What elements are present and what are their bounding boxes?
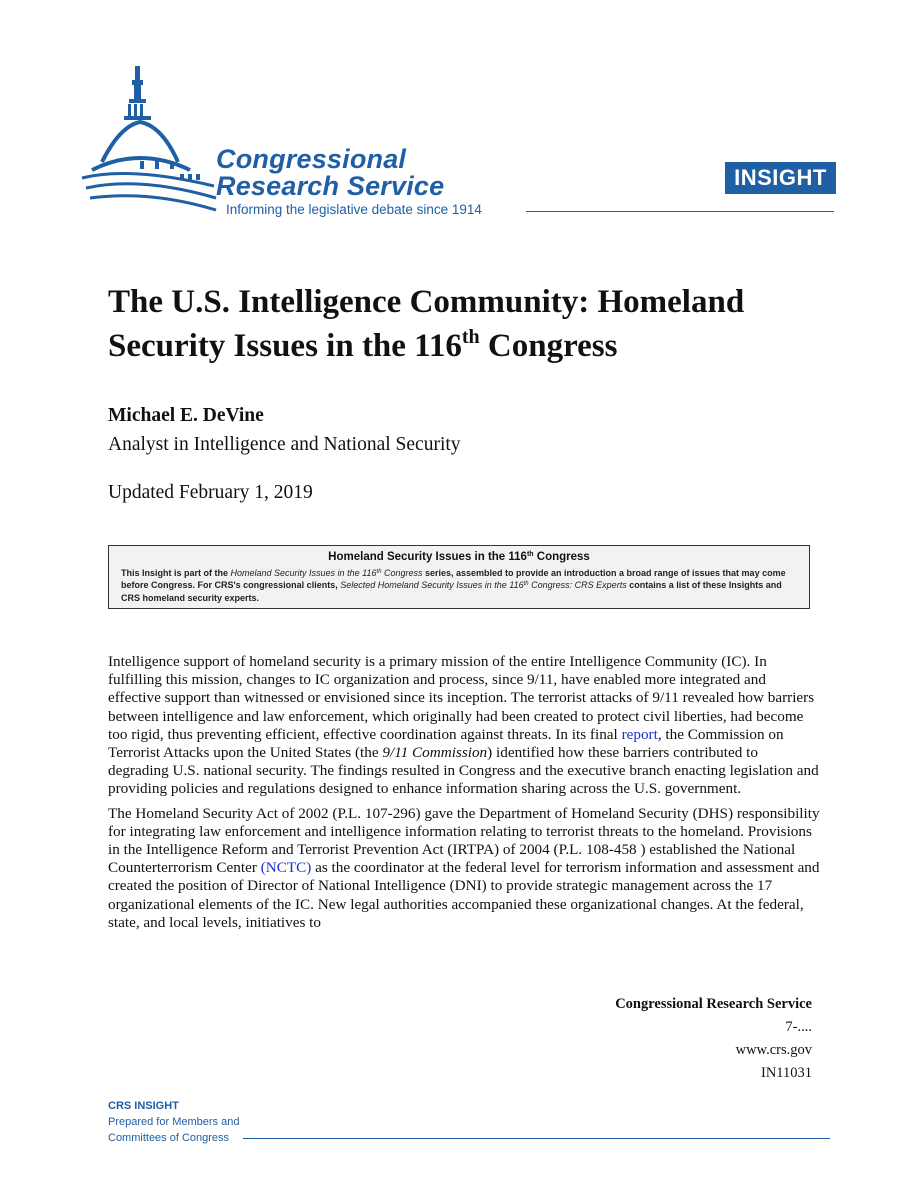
footer-id: IN11031 (760, 1065, 812, 1081)
author-name: Michael E. DeVine (108, 405, 264, 426)
tagline-divider (526, 211, 834, 212)
org-name-line1: Congressional (216, 144, 407, 174)
capitol-dome-icon (80, 66, 220, 216)
prepared-line-1: Prepared for Members and (108, 1116, 240, 1128)
document-title (108, 280, 828, 368)
prepared-line-2: Committees of Congress (108, 1132, 230, 1144)
footer-prepared (108, 1114, 239, 1146)
title-text: The U.S. Intelligence Community: Homeland Security Issues in the 116 (108, 284, 745, 364)
p2-text-b: as the coordinator at the federal level for terrorism information and assessment and created the position of Director of National Intelligence (DNI) to provide strategic management across the 17 organizational elements of the IC. New legal authorities accompanied these organizational changes. At the federal, state, and local levels, initiatives to (108, 859, 820, 931)
updated-date: Updated February 1, 2019 (108, 482, 313, 503)
report-link[interactable]: report (621, 725, 658, 743)
p1-text-c: ) identified how these barriers contributed to degrading U.S. national security. The findings resulted in Congress and the executive branch enacting legislation and providing policies and regulations designed to enhance information sharing across the U.S. government. (108, 744, 819, 798)
p1-italic: 9/11 Commission (382, 744, 488, 762)
p2-text-a: The Homeland Security Act of 2002 (P.L. 107-296) gave the Department of Homeland Security (DHS) responsibility for integrating law enforcement and intelligence information relating to terrorist threats to the homeland. Provisions in the Intelligence Reform and Terrorist Prevention Act (IRTPA) of 2004 (P.L. 108-458 ) established the National Counterterrorism Center (108, 804, 820, 877)
series-text-italic-1b: Congress (381, 568, 423, 578)
insight-badge: INSIGHT (725, 162, 836, 194)
org-name (216, 146, 444, 200)
footer-label: CRS INSIGHT (108, 1100, 179, 1112)
series-box-title (109, 550, 809, 564)
series-title-text: Homeland Security Issues in the 116 (328, 551, 527, 563)
footer-code: 7-.... (785, 1019, 812, 1035)
series-text-italic-1: Homeland Security Issues in the 116 (230, 568, 377, 578)
series-text-italic-2b: Congress: CRS Experts (528, 580, 627, 591)
series-text-3: contains a list of these Insights and CRS homeland security experts. (121, 580, 782, 603)
series-text-sup-2: th (523, 581, 529, 588)
paragraph-1 (108, 653, 820, 799)
nctc-link[interactable]: (NCTC) (260, 859, 312, 877)
series-text-2: series, assembled to provide an introduction a broad range of issues that may come before Congress. For CRS's congressional clients, (121, 568, 786, 591)
footer-org: Congressional Research Service (615, 996, 812, 1012)
page-header (0, 0, 920, 230)
p1-text-b: , the Commission on Terrorist Attacks upon the United States (the (108, 725, 784, 762)
series-text-1: This Insight is part of the (121, 568, 231, 578)
body-text (108, 653, 820, 938)
org-name-line2: Research Service (216, 171, 445, 201)
paragraph-2 (108, 805, 820, 932)
series-title-sup: th (526, 551, 534, 558)
footer-info (615, 993, 812, 1085)
series-text-italic-2: Selected Homeland Security Issues in the 116 (340, 580, 524, 591)
series-box-text (121, 567, 799, 604)
series-info-box (108, 545, 810, 609)
title-text-end: Congress (479, 328, 618, 364)
series-text-sup-1: th (376, 569, 382, 575)
p1-text-a: Intelligence support of homeland security is a primary mission of the entire Intelligence Community (IC). In fulfilling this mission, changes to IC organization and process, since 9/11, have enabled more integrated and effective support than witnessed or envisioned since its inception. The terrorist attacks of 9/11 revealed how barriers between intelligence and law enforcement, which originally had been created to protect civil liberties, had become too rigid, thus preventing efficient, effective coordination against threats. In its final (108, 653, 815, 743)
title-superscript: th (461, 326, 480, 348)
footer-website[interactable]: www.crs.gov (735, 1042, 812, 1058)
footer-divider (243, 1138, 830, 1139)
org-tagline: Informing the legislative debate since 1914 (226, 202, 482, 217)
series-title-text-end: Congress (533, 551, 590, 563)
author-role: Analyst in Intelligence and National Security (108, 434, 461, 455)
